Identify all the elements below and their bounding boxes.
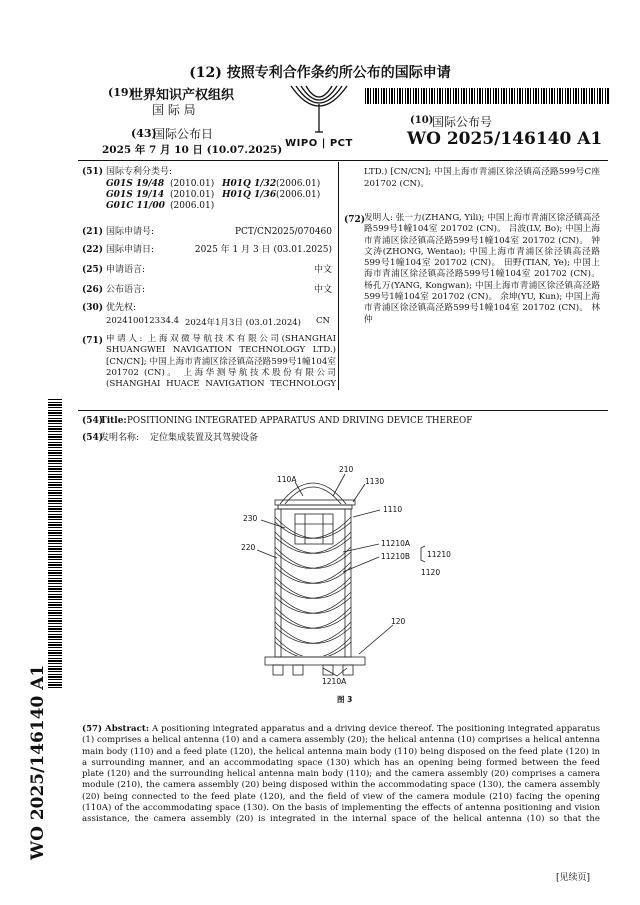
ipc-class: G01S 19/14	[106, 190, 165, 200]
applicants-text: 申请人: 上海双微导航技术有限公司(SHANGHAI SHUANGWEI NAVIGATION TECHNOLOGY LTD.) [CN/CN]; 中国上海市青浦区徐泾镇高泾路599号1幢104室 201702 (CN)。 上海华测导航技术股份有限公司(SHANGHAI HUACE NAVIGATION TECHNOLOGY	[106, 334, 336, 390]
pubno-code: (10)	[410, 115, 434, 126]
applicants-code: (71)	[82, 336, 104, 346]
wipo-emblem-icon	[285, 82, 353, 136]
camera-module	[295, 514, 333, 544]
title-zh-label: 发明名称:	[100, 433, 140, 443]
title-en-label: Title:	[100, 416, 127, 426]
fig-label: 1120	[421, 568, 441, 577]
pub-lang-label: 公布语言:	[106, 285, 146, 295]
abstract-paragraph	[82, 724, 600, 826]
ipc-date: (2006.01)	[276, 179, 321, 189]
ipc-class: H01Q 1/36	[222, 190, 277, 200]
continued-note: [见续页]	[556, 873, 591, 883]
title-zh-code: (54)	[82, 433, 104, 443]
fig-label: 11210B	[381, 552, 411, 561]
title-zh-value: 定位集成装置及其驾驶设备	[150, 433, 259, 443]
ipc-label: 国际专利分类号:	[106, 167, 173, 177]
pubdate-code: (43)	[131, 127, 157, 140]
abstract-label: Abstract:	[105, 724, 149, 734]
helical-antenna-drawing	[225, 462, 465, 707]
ipc-class: H01Q 1/32	[222, 179, 277, 189]
org-name: 世界知识产权组织	[130, 88, 235, 103]
ipc-row	[106, 179, 336, 190]
fig-label: 110A	[277, 475, 297, 484]
ipc-date: (2010.01)	[170, 190, 215, 200]
fig-label: 1130	[365, 477, 385, 486]
document-type: (12) 按照专利合作条约所公布的国际申请	[189, 65, 451, 81]
fig-label: 11210	[427, 550, 451, 559]
ipc-date: (2006.01)	[170, 201, 215, 211]
ipc-class: G01C 11/00	[106, 201, 165, 211]
ipc-date: (2006.01)	[276, 190, 321, 200]
org-sub: 国 际 局	[152, 103, 196, 117]
dome-shape	[280, 483, 346, 504]
fig-label: 210	[339, 465, 354, 474]
title-en-code: (54)	[82, 416, 104, 426]
fig-label: 1110	[383, 505, 403, 514]
ipc-date: (2010.01)	[170, 179, 215, 189]
appno-label: 国际申请号:	[106, 227, 155, 237]
inventors-block	[364, 213, 600, 371]
applicants-text-continued: LTD.) [CN/CN]; 中国上海市青浦区徐泾镇高泾路599号C座 201702 (CN)。	[364, 167, 600, 189]
pub-lang-value: 中文	[313, 285, 332, 295]
filing-lang-label: 申请语言:	[106, 265, 146, 275]
priority-date: 2024年1月3日 (03.01.2024)	[185, 318, 301, 328]
appno-code: (21)	[82, 227, 104, 237]
abstract-text: A positioning integrated apparatus and a driving device thereof. The positioning integrated apparatus (1) comprises a helical antenna (10) and a camera assembly (20); the helical antenna (10) comprises a helical antenna main body (110) and a feed plate (120), the helical antenna main body (110) being disposed on the feed plate (120) in a surrounding manner, and an accommodating space (130) which has an opening being formed between the feed plate (120) and the surrounding helical antenna main body (110); and the camera assembly (20) comprises a camera module (210), the camera assembly (20) being disposed within the accommodating space (130), the camera assembly (20) being connected to the feed plate (120), and the field of view of the camera module (210) facing the opening (110A) of the accommodating space (130). On the basis of implementing the effects of antenna positioning and vision assistance, the camera assembly (20) is integrated in the internal space of the helical antenna (10) so that the	[82, 724, 600, 825]
title-en-value: POSITIONING INTEGRATED APPARATUS AND DRIVING DEVICE THEREOF	[127, 416, 473, 426]
fig-label: 11210A	[381, 539, 410, 548]
pubno-label: 国际公布号	[432, 115, 493, 129]
patent-figure	[225, 462, 465, 707]
pub-lang-code: (26)	[82, 285, 104, 295]
filing-code: (22)	[82, 245, 104, 255]
filing-label: 国际申请日:	[106, 245, 155, 255]
priority-code: (30)	[82, 303, 104, 313]
side-barcode	[48, 398, 62, 688]
figure-caption: 图 3	[337, 695, 353, 704]
priority-country: CN	[316, 316, 330, 326]
feed-plate	[265, 657, 365, 665]
column-divider	[338, 162, 339, 390]
inventors-text: 发明人: 张一力(ZHANG, Yili); 中国上海市青浦区徐泾镇高泾路599号1幢104室 201702 (CN)。 吕波(LV, Bo); 中国上海市青浦区徐泾镇高泾路599号1幢104室 201702 (CN)。 钟文涛(ZHONG, Wentao); 中国上海市青浦区徐泾镇高泾路599号1幢104室 201702 (CN)。 田野(TIAN, Ye); 中国上海市青浦区徐泾镇高泾路599号1幢104室 201702 (CN)。 杨孔万(YANG, Kongwan); 中国上海市青浦区徐泾镇高泾路599号1幢104室 201702 (CN)。 余坤(YU, Kun); 中国上海市青浦区徐泾镇高泾路599号1幢104室 201702 (CN)。 林仲	[364, 213, 600, 325]
fig-label: 1210A	[322, 677, 347, 686]
ipc-row	[106, 201, 336, 212]
biblio-divider	[78, 410, 608, 411]
ipc-class: G01S 19/48	[106, 179, 165, 189]
wipo-logo	[285, 82, 353, 154]
applicants-col-left	[106, 334, 336, 390]
org-code: (19)	[108, 86, 134, 99]
ipc-row	[106, 190, 336, 201]
fig-label: 120	[391, 617, 406, 626]
abstract-code: (57)	[82, 724, 103, 734]
fig-label: 230	[243, 514, 258, 523]
pubdate-value: 2025 年 7 月 10 日 (10.07.2025)	[102, 144, 283, 156]
applicants-col-right	[364, 167, 600, 212]
filing-lang-code: (25)	[82, 265, 104, 275]
priority-label: 优先权:	[106, 303, 137, 313]
wipo-logo-text: WIPO | PCT	[285, 138, 353, 149]
side-publication-number: WO 2025/146140 A1	[28, 664, 48, 860]
filing-lang-value: 中文	[313, 265, 332, 275]
inventors-code: (72)	[344, 215, 366, 225]
ipc-code: (51)	[82, 167, 104, 177]
abstract-block	[82, 724, 600, 826]
filing-value: 2025 年 1 月 3 日 (03.01.2025)	[194, 245, 332, 255]
header-divider	[78, 160, 608, 161]
top-barcode	[365, 88, 610, 104]
fig-label: 220	[241, 543, 256, 552]
pubno-value: WO 2025/146140 A1	[407, 129, 603, 149]
ipc-list	[106, 179, 336, 212]
appno-value: PCT/CN2025/070460	[234, 227, 332, 237]
pubdate-label: 国际公布日	[153, 127, 214, 141]
priority-number: 202410012334.4	[106, 316, 180, 326]
